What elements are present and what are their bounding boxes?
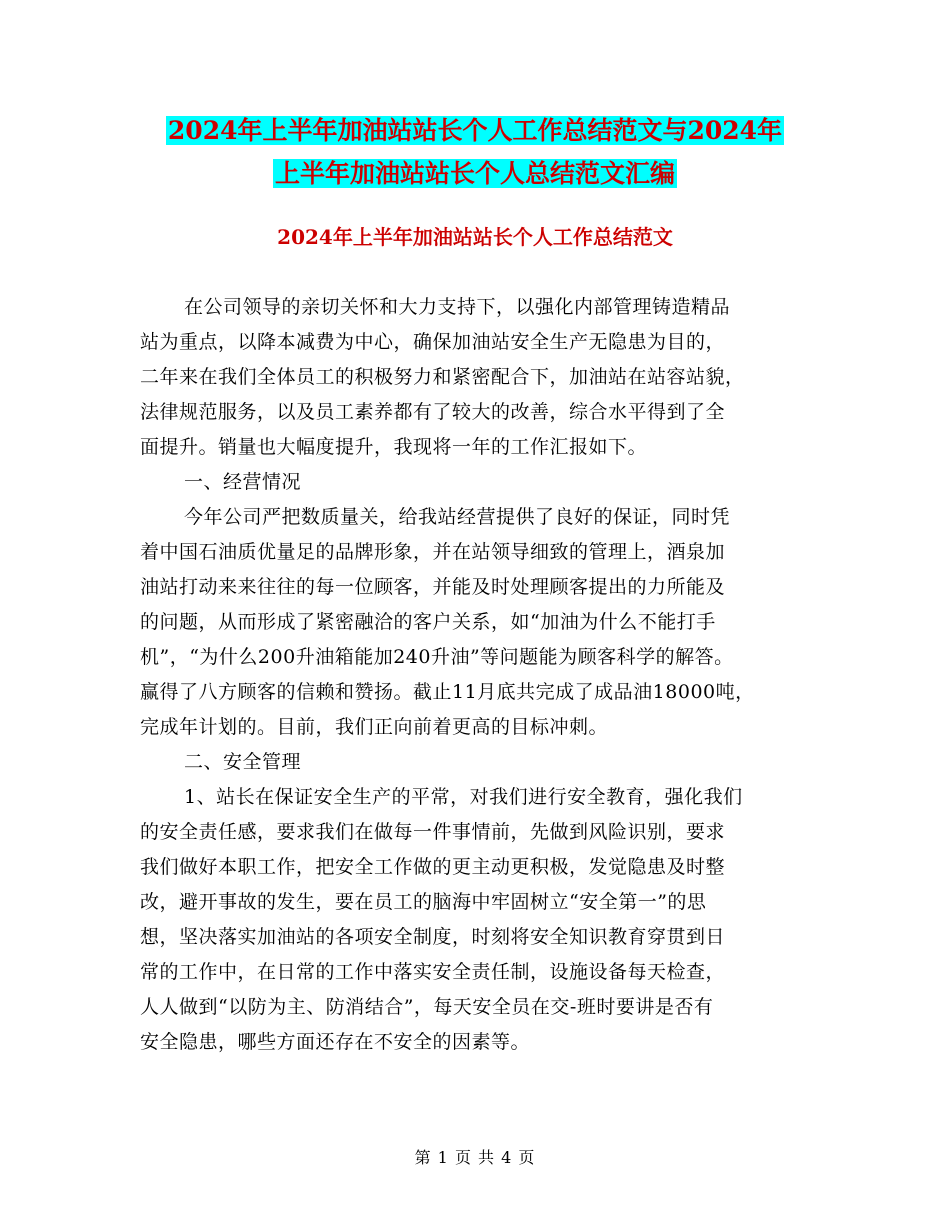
body-line: 1、站长在保证安全生产的平常，对我们进行安全教育，强化我们	[184, 786, 743, 808]
body-line: 在公司领导的亲切关怀和大力支持下，以强化内部管理铸造精品	[184, 296, 731, 318]
body-line: 赢得了八方顾客的信赖和赞扬。截止11月底共完成了成品油18000吨，	[140, 681, 755, 703]
body-line: 二年来在我们全体员工的积极努力和紧密配合下，加油站在站容站貌，	[140, 366, 745, 388]
body-line: 的问题，从而形成了紧密融洽的客户关系，如“加油为什么不能打手	[140, 611, 716, 633]
body-line: 机”，“为什么200升油箱能加240升油”等问题能为顾客科学的解答。	[140, 646, 734, 668]
body-line: 面提升。销量也大幅度提升，我现将一年的工作汇报如下。	[140, 436, 648, 458]
body-line: 完成年计划的。目前，我们正向前着更高的目标冲刺。	[140, 716, 609, 738]
body-line: 今年公司严把数质量关，给我站经营提供了良好的保证，同时凭	[184, 506, 731, 528]
document-title-line-1	[0, 112, 950, 150]
section-subtitle: 2024年上半年加油站站长个人工作总结范文	[277, 225, 673, 249]
body-line: 改，避开事故的发生，要在员工的脑海中牢固树立“安全第一”的思	[140, 891, 707, 913]
body-line: 油站打动来来往往的每一位顾客，并能及时处理顾客提出的力所能及	[140, 576, 726, 598]
body-line: 法律规范服务，以及员工素养都有了较大的改善，综合水平得到了全	[140, 401, 726, 423]
title-highlight-1: 2024年上半年加油站站长个人工作总结范文与2024年	[167, 116, 783, 145]
body-line: 站为重点，以降本减费为中心，确保加油站安全生产无隐患为目的，	[140, 331, 726, 353]
document-title-line-2	[0, 155, 950, 193]
body-line: 常的工作中，在日常的工作中落实安全责任制，设施设备每天检查，	[140, 961, 726, 983]
title-highlight-2: 上半年加油站站长个人总结范文汇编	[274, 159, 675, 188]
body-line: 想，坚决落实加油站的各项安全制度，时刻将安全知识教育穿贯到日	[140, 926, 726, 948]
body-line: 着中国石油质优量足的品牌形象，并在站领导细致的管理上，酒泉加	[140, 541, 726, 563]
body-line: 人人做到“以防为主、防消结合”，每天安全员在交-班时要讲是否有	[140, 996, 714, 1018]
body-line: 安全隐患，哪些方面还存在不安全的因素等。	[140, 1031, 531, 1053]
body-line: 我们做好本职工作，把安全工作做的更主动更积极，发觉隐患及时整	[140, 856, 726, 878]
page-footer: 第 1 页 共 4 页	[414, 1148, 536, 1167]
section-heading: 二、安全管理	[184, 751, 302, 773]
body-line: 的安全责任感，要求我们在做每一件事情前，先做到风险识别，要求	[140, 821, 726, 843]
section-heading: 一、经营情况	[184, 471, 302, 493]
